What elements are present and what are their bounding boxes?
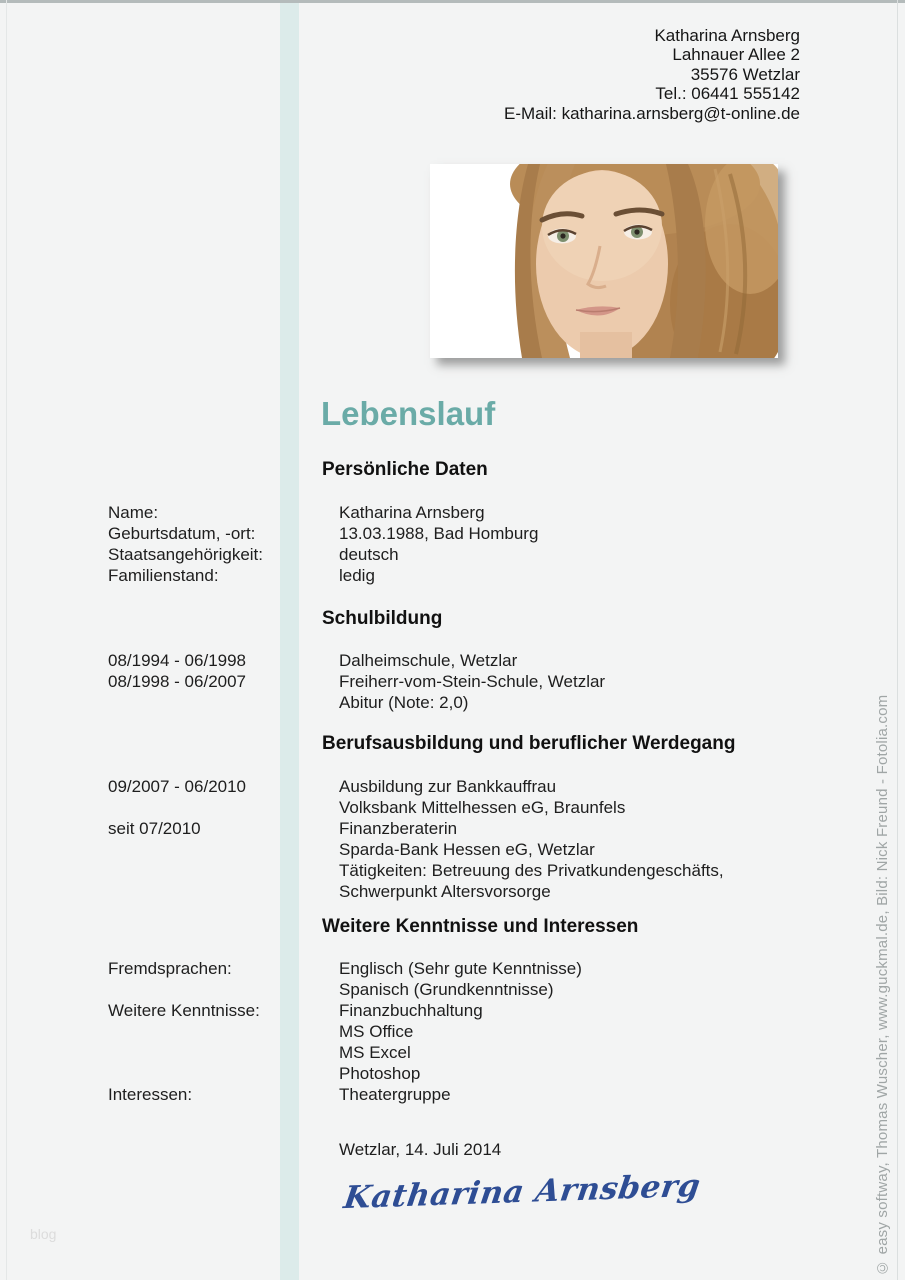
row-value: Ausbildung zur Bankkauffrau <box>339 776 557 796</box>
page-top-border <box>0 0 905 3</box>
table-row <box>0 797 905 818</box>
row-label: Interessen: <box>108 1085 193 1104</box>
section-heading-personal: Persönliche Daten <box>322 459 488 480</box>
date-place: Wetzlar, 14. Juli 2014 <box>339 1140 502 1159</box>
row-value: Dalheimschule, Wetzlar <box>339 651 518 670</box>
table-row <box>0 1021 905 1042</box>
row-value: Freiherr-vom-Stein-Schule, Wetzlar <box>339 672 606 691</box>
table-row <box>0 1042 905 1063</box>
table-row <box>0 502 905 523</box>
personal-data-rows <box>0 502 905 586</box>
row-period: 08/1998 - 06/2007 <box>108 672 247 691</box>
row-value: Theatergruppe <box>339 1085 451 1104</box>
row-value: Volksbank Mittelhessen eG, Braunfels <box>339 797 626 817</box>
table-row <box>0 1000 905 1021</box>
table-row <box>0 860 905 881</box>
section-heading-education: Schulbildung <box>322 607 443 629</box>
table-row <box>0 979 905 1000</box>
contact-name: Katharina Arnsberg <box>654 26 800 45</box>
table-row <box>0 776 905 797</box>
table-row <box>0 1063 905 1084</box>
section-heading-skills: Weitere Kenntnisse und Interessen <box>322 915 639 937</box>
row-value: MS Office <box>339 1022 414 1041</box>
row-value: deutsch <box>339 544 399 564</box>
row-value: ledig <box>339 565 375 585</box>
contact-block <box>504 26 800 123</box>
portrait-photo-illustration <box>430 164 778 358</box>
row-value: MS Excel <box>339 1043 411 1062</box>
row-label: Fremdsprachen: <box>108 959 232 978</box>
table-row <box>0 818 905 839</box>
table-row <box>0 1084 905 1105</box>
row-label: Weitere Kenntnisse: <box>108 1001 260 1020</box>
row-value: Schwerpunkt Altersvorsorge <box>339 881 551 901</box>
row-value: 13.03.1988, Bad Homburg <box>339 523 539 543</box>
row-value: Katharina Arnsberg <box>339 502 485 522</box>
cv-body <box>0 396 905 1224</box>
row-label: Name: <box>108 502 159 522</box>
row-value: Sparda-Bank Hessen eG, Wetzlar <box>339 839 595 859</box>
row-value: Finanzberaterin <box>339 818 458 838</box>
contact-email: E-Mail: katharina.arnsberg@t-online.de <box>503 103 800 123</box>
table-row <box>0 881 905 902</box>
table-row <box>0 523 905 544</box>
signature-text: Katharina Arnsberg <box>341 1167 703 1217</box>
table-row <box>0 692 905 713</box>
table-row <box>0 958 905 979</box>
photo-credit-vertical-text: © easy softway, Thomas Wuscher, www.guckmal.de, Bild: Nick Freund - Fotolia.com <box>874 694 891 1276</box>
row-period: 08/1994 - 06/1998 <box>108 651 247 670</box>
contact-city: 35576 Wetzlar <box>690 64 800 84</box>
row-period: seit 07/2010 <box>108 818 201 838</box>
table-row <box>0 650 905 671</box>
row-value: Englisch (Sehr gute Kenntnisse) <box>339 959 582 978</box>
career-rows <box>0 776 905 902</box>
row-value: Tätigkeiten: Betreuung des Privatkundengeschäfts, <box>339 860 724 880</box>
row-value: Abitur (Note: 2,0) <box>339 693 469 712</box>
signature-block <box>341 1167 905 1224</box>
table-row <box>0 565 905 586</box>
row-period: 09/2007 - 06/2010 <box>108 776 247 796</box>
table-row <box>0 839 905 860</box>
contact-street: Lahnauer Allee 2 <box>672 45 800 65</box>
education-rows <box>0 650 905 713</box>
row-label: Geburtsdatum, -ort: <box>108 523 256 543</box>
row-value: Spanisch (Grundkenntnisse) <box>339 980 554 999</box>
portrait-photo <box>430 164 778 358</box>
table-row <box>0 544 905 565</box>
blog-watermark: blog <box>30 1226 57 1242</box>
row-value: Photoshop <box>339 1064 421 1083</box>
row-value: Finanzbuchhaltung <box>339 1001 483 1020</box>
contact-phone: Tel.: 06441 555142 <box>655 84 800 104</box>
page-title: Lebenslauf <box>321 395 496 432</box>
skills-rows <box>0 958 905 1105</box>
section-heading-career: Berufsausbildung und beruflicher Werdegang <box>322 733 736 754</box>
table-row <box>0 671 905 692</box>
row-label: Staatsangehörigkeit: <box>108 544 263 564</box>
row-label: Familienstand: <box>108 565 219 585</box>
